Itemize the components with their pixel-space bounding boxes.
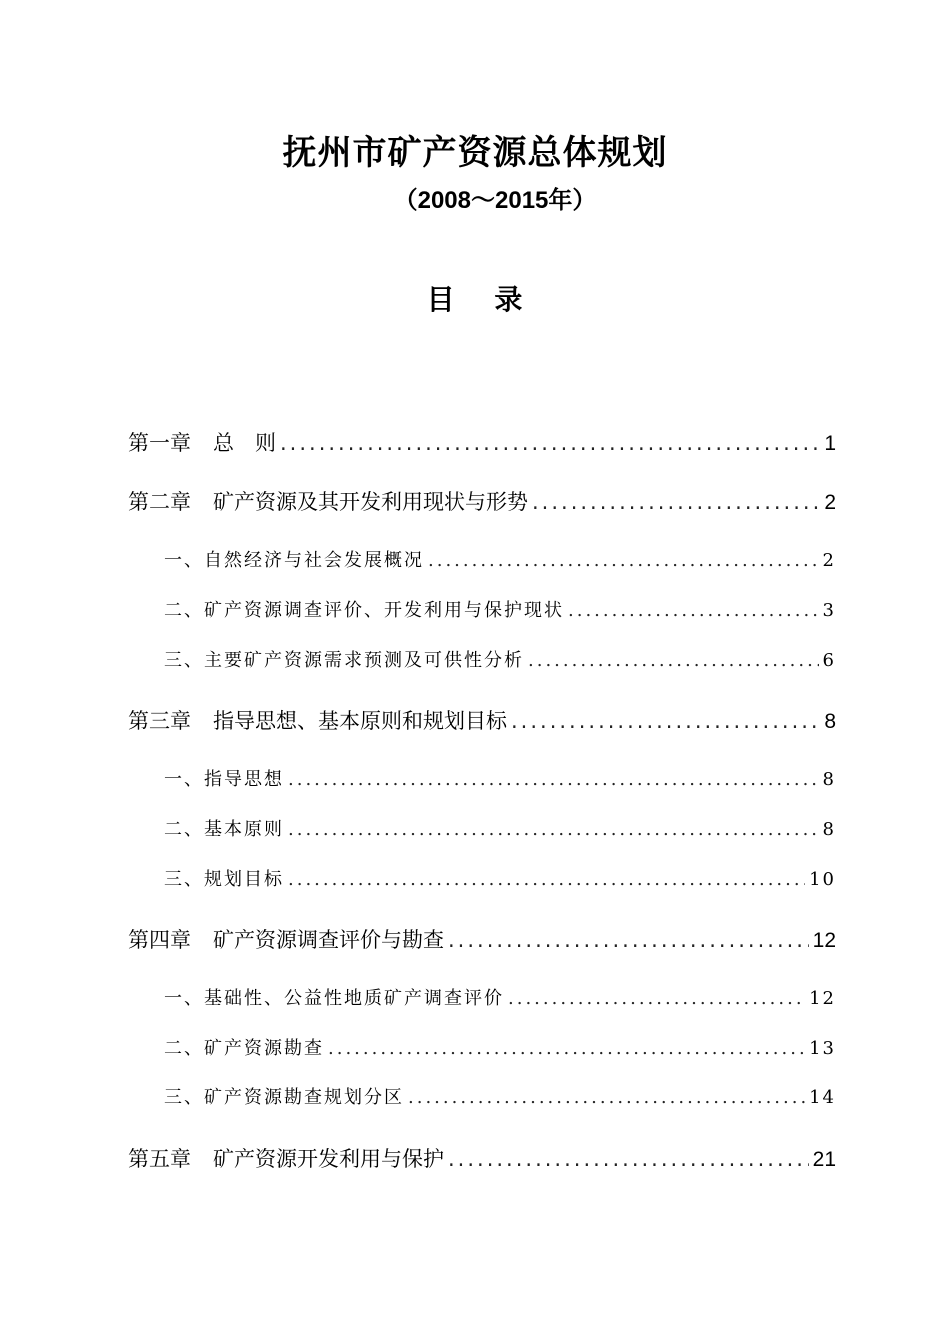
toc-section-entry[interactable] [128,866,836,894]
toc-entry-title: 三、矿产资源勘查规划分区 [164,1087,404,1108]
toc-entry-title: 一、自然经济与社会发展概况 [164,550,424,571]
toc-leader-dots [532,487,820,517]
toc-entry-label [128,766,284,794]
toc-leader-dots [288,816,819,844]
toc-section-entry[interactable] [128,1035,836,1063]
toc-page-number: 2 [824,491,836,514]
toc-entry-title: 矿产资源开发利用与保护 [213,1147,444,1171]
toc-leader-dots [528,647,819,675]
document-subtitle: （2008～2015年） [393,187,597,214]
toc-chapter-entry[interactable] [128,487,836,518]
toc-chapter-entry[interactable] [128,706,836,737]
toc-entry-label [128,706,507,736]
toc-leader-dots [288,766,819,794]
toc-leader-dots [511,706,820,736]
document-title: 抚州市矿产资源总体规划 [282,133,668,173]
toc-entry-title: 一、基础性、公益性地质矿产调查评价 [164,988,504,1009]
toc-page-number: 21 [812,1148,836,1171]
toc-entry-title: 三、主要矿产资源需求预测及可供性分析 [164,650,524,671]
toc-entry-title: 矿产资源调查评价与勘查 [213,928,444,952]
toc-entry-label [128,1144,444,1174]
toc-chapter-entry[interactable] [128,1144,836,1175]
toc-entry-label [128,816,284,844]
toc-page-number: 8 [824,710,836,733]
toc-leader-dots [428,547,819,575]
toc-chapter-number: 第三章 [128,709,191,733]
toc-entry-label [128,428,276,458]
toc-section-entry[interactable] [128,547,836,575]
toc-entry-label [128,487,528,517]
toc-entry-title: 总 则 [213,431,276,455]
toc-entry-label [128,1035,324,1063]
toc-page-number: 2 [822,550,836,571]
toc-leader-dots [328,1035,805,1063]
toc-entry-label [128,1084,404,1112]
toc-leader-dots [508,985,805,1013]
toc-page-number: 14 [809,1087,836,1108]
toc-page-number: 12 [809,988,836,1009]
toc-chapter-number: 第二章 [128,490,191,514]
toc-page-number: 8 [822,769,836,790]
toc-entry-title: 二、矿产资源调查评价、开发利用与保护现状 [164,600,564,621]
toc-section-entry[interactable] [128,647,836,675]
toc-entry-label [128,925,444,955]
toc-page-number: 12 [812,929,836,952]
toc-entry-title: 一、指导思想 [164,769,284,790]
toc-leader-dots [448,1144,809,1174]
toc-entry-label [128,866,284,894]
toc-page-number: 6 [822,650,836,671]
toc-page-number: 13 [809,1038,836,1059]
toc-heading: 目 录 [426,283,524,316]
toc-leader-dots [280,428,820,458]
toc-chapter-entry[interactable] [128,428,836,459]
toc-leader-dots [448,925,809,955]
toc-section-entry[interactable] [128,597,836,625]
toc-entry-title: 矿产资源及其开发利用现状与形势 [213,490,528,514]
toc-page-number: 10 [809,869,836,890]
toc-leader-dots [288,866,805,894]
toc-section-entry[interactable] [128,1084,836,1112]
toc-entry-title: 二、基本原则 [164,819,284,840]
toc-leader-dots [568,597,819,625]
toc-entry-title: 指导思想、基本原则和规划目标 [213,709,507,733]
toc-entry-title: 三、规划目标 [164,869,284,890]
toc-entry-label [128,597,564,625]
toc-chapter-number: 第五章 [128,1147,191,1171]
toc-section-entry[interactable] [128,985,836,1013]
toc-page-number: 8 [822,819,836,840]
toc-page-number: 3 [822,600,836,621]
toc-leader-dots [408,1084,805,1112]
toc-chapter-number: 第四章 [128,928,191,952]
toc-chapter-number: 第一章 [128,431,191,455]
toc-section-entry[interactable] [128,816,836,844]
toc-section-entry[interactable] [128,766,836,794]
toc-entry-title: 二、矿产资源勘查 [164,1038,324,1059]
toc-page-number: 1 [824,432,836,455]
toc-entry-label [128,647,524,675]
toc-entry-label [128,985,504,1013]
toc-entry-label [128,547,424,575]
toc-chapter-entry[interactable] [128,925,836,956]
